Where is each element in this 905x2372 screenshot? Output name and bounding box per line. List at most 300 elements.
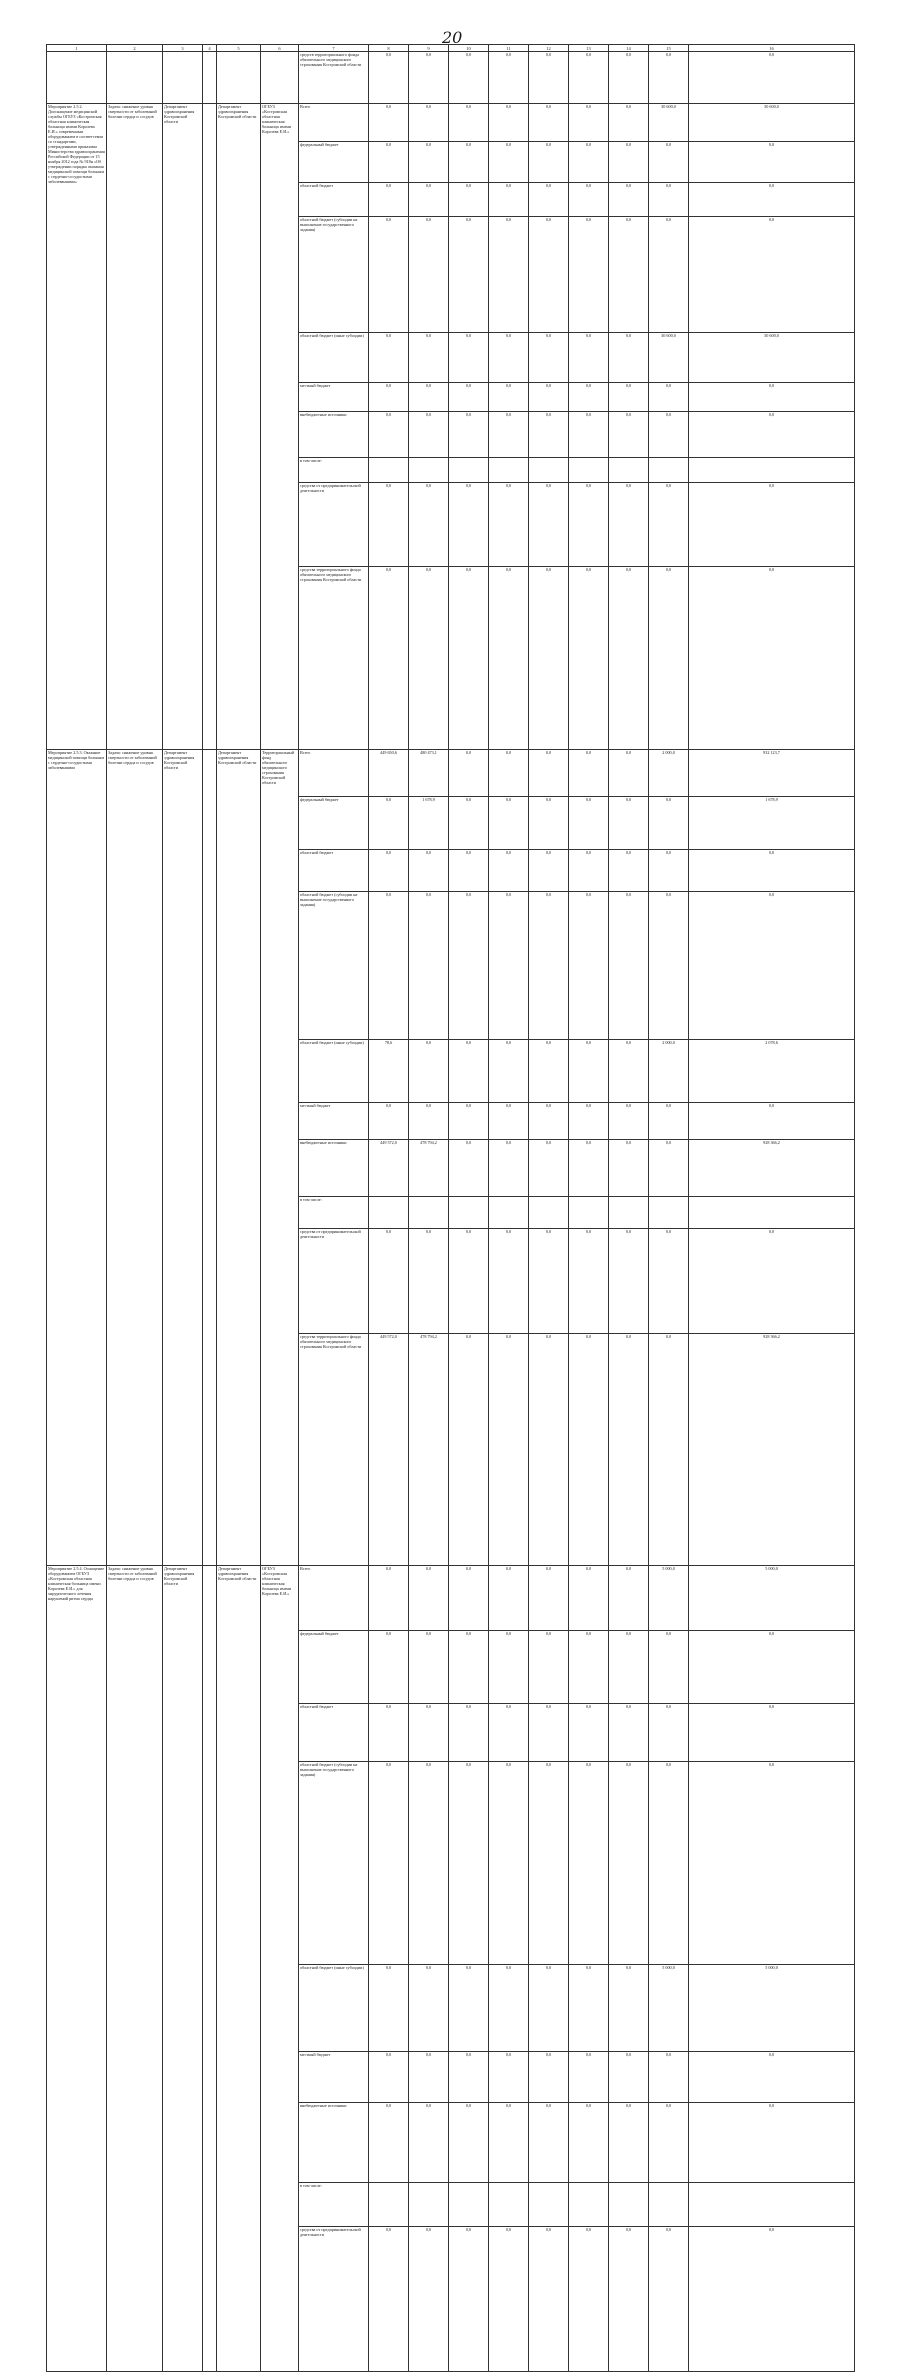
amount-cell: 449 572,0 xyxy=(369,1139,409,1197)
empty-cell xyxy=(163,52,203,104)
amount-cell: 0,0 xyxy=(569,2103,609,2183)
amount-cell: 0,0 xyxy=(449,892,489,1039)
amount-cell xyxy=(689,458,855,483)
amount-cell: 0,0 xyxy=(649,566,689,749)
amount-cell xyxy=(369,1197,409,1229)
activity-goal: Задача: снижение уровня смертности от заболеваний болезни сердца и сосудов xyxy=(107,1566,163,2372)
amount-cell: 0,0 xyxy=(369,1762,409,1965)
funding-row xyxy=(47,750,855,797)
amount-cell: 0,0 xyxy=(689,850,855,892)
amount-cell: 0,0 xyxy=(489,141,529,183)
column-number: 14 xyxy=(609,45,649,52)
amount-cell: 0,0 xyxy=(609,892,649,1039)
amount-cell: 0,0 xyxy=(369,1102,409,1139)
funding-source: в том числе: xyxy=(299,458,369,483)
amount-cell: 0,0 xyxy=(569,412,609,458)
participant: ОГБУЗ «Костромская областная клиническая больница имени Королева Е.И.» xyxy=(261,104,299,750)
funding-source: внебюджетные источники xyxy=(299,1139,369,1197)
funding-source: областной бюджет xyxy=(299,1703,369,1761)
amount-cell: 0,0 xyxy=(569,797,609,850)
funding-source: местный бюджет xyxy=(299,383,369,412)
funding-source: Всего xyxy=(299,750,369,797)
column-number: 10 xyxy=(449,45,489,52)
activity-name: Мероприятие 2.5.4. Оснащение оборудованием ОГБУЗ «Костромская областная клиническая больница имени Королева Е.И.» для хирургического лечения нарушений ритма сердца xyxy=(47,1566,107,2372)
amount-cell: 0,0 xyxy=(369,104,409,142)
amount-cell: 0,0 xyxy=(569,1762,609,1965)
amount-cell: 0,0 xyxy=(449,1102,489,1139)
amount-cell: 0,0 xyxy=(489,383,529,412)
amount-cell: 0,0 xyxy=(529,1965,569,2052)
funding-source: федеральный бюджет xyxy=(299,797,369,850)
amount-cell: 2 000,0 xyxy=(649,1039,689,1102)
amount-cell: 0,0 xyxy=(689,1631,855,1704)
amount-cell: 0,0 xyxy=(569,892,609,1039)
amount-cell: 0,0 xyxy=(409,1102,449,1139)
empty-cell xyxy=(203,750,217,1566)
amount-cell: 0,0 xyxy=(449,1762,489,1965)
amount-cell: 0,0 xyxy=(649,1139,689,1197)
amount-cell: 0,0 xyxy=(529,104,569,142)
amount-cell: 78,6 xyxy=(369,1039,409,1102)
funding-source: в том числе: xyxy=(299,1197,369,1229)
amount-cell: 0,0 xyxy=(609,1334,649,1566)
amount-cell: 30 600,0 xyxy=(689,333,855,383)
amount-cell: 0,0 xyxy=(569,1139,609,1197)
amount-cell: 0,0 xyxy=(409,383,449,412)
program-table xyxy=(46,44,855,2372)
amount-cell: 0,0 xyxy=(409,333,449,383)
column-number: 16 xyxy=(689,45,855,52)
amount-cell: 0,0 xyxy=(489,104,529,142)
funding-source: областной бюджет (субсидии на выполнение государственного задания) xyxy=(299,892,369,1039)
amount-cell: 0,0 xyxy=(409,2103,449,2183)
amount-cell: 0,0 xyxy=(369,1566,409,1631)
amount-cell: 0,0 xyxy=(569,566,609,749)
amount-cell: 0,0 xyxy=(569,141,609,183)
amount-cell: 0,0 xyxy=(449,412,489,458)
amount-cell: 0,0 xyxy=(569,1229,609,1334)
amount-cell xyxy=(609,2183,649,2227)
amount-cell: 2 000,0 xyxy=(649,750,689,797)
amount-cell: 0,0 xyxy=(369,2052,409,2103)
amount-cell: 0,0 xyxy=(569,52,609,104)
amount-cell xyxy=(529,2183,569,2227)
activity-name: Мероприятие 2.5.2. Дооснащение медицинской службы ОГБУЗ «Костромская областная клиническая больница имени Королева Е.И.» современным оборудованием в соответствии со стандартами, утвержденными приказами Министерства здравоохранения Российской Федерации от 15 ноября 2012 года № 918н «Об утверждении порядка оказания медицинской помощи больным с сердечно-сосудистыми заболеваниями» xyxy=(47,104,107,750)
amount-cell: 0,0 xyxy=(569,333,609,383)
amount-cell: 0,0 xyxy=(649,2226,689,2371)
amount-cell: 0,0 xyxy=(529,892,569,1039)
amount-cell: 0,0 xyxy=(449,1039,489,1102)
amount-cell: 0,0 xyxy=(529,797,569,850)
amount-cell: 0,0 xyxy=(369,1229,409,1334)
amount-cell: 2 078,6 xyxy=(689,1039,855,1102)
amount-cell: 0,0 xyxy=(609,2052,649,2103)
amount-cell: 0,0 xyxy=(529,216,569,333)
amount-cell: 0,0 xyxy=(689,1762,855,1965)
amount-cell: 0,0 xyxy=(609,1229,649,1334)
amount-cell: 0,0 xyxy=(489,1762,529,1965)
amount-cell: 0,0 xyxy=(609,1139,649,1197)
amount-cell xyxy=(609,1197,649,1229)
amount-cell: 0,0 xyxy=(529,483,569,566)
amount-cell: 0,0 xyxy=(529,1102,569,1139)
amount-cell xyxy=(409,1197,449,1229)
amount-cell xyxy=(489,2183,529,2227)
activity-goal: Задача: снижение уровня смертности от заболеваний болезни сердца и сосудов xyxy=(107,104,163,750)
amount-cell: 0,0 xyxy=(529,2052,569,2103)
amount-cell: 0,0 xyxy=(569,2052,609,2103)
column-number: 15 xyxy=(649,45,689,52)
amount-cell: 0,0 xyxy=(689,216,855,333)
amount-cell: 0,0 xyxy=(609,216,649,333)
amount-cell: 480 473,1 xyxy=(409,750,449,797)
amount-cell: 0,0 xyxy=(489,1102,529,1139)
funding-source: средства от предпринимательской деятельности xyxy=(299,483,369,566)
coordinator: Департамент здравоохранения Костромской области xyxy=(163,104,203,750)
amount-cell: 0,0 xyxy=(489,483,529,566)
amount-cell xyxy=(369,2183,409,2227)
column-number: 4 xyxy=(203,45,217,52)
amount-cell: 1 678,9 xyxy=(689,797,855,850)
amount-cell: 0,0 xyxy=(609,141,649,183)
amount-cell: 0,0 xyxy=(649,52,689,104)
amount-cell: 0,0 xyxy=(649,1102,689,1139)
amount-cell: 0,0 xyxy=(649,850,689,892)
amount-cell: 0,0 xyxy=(489,1039,529,1102)
funding-source: средства территориального фонда обязательного медицинского страхования Костромской области xyxy=(299,1334,369,1566)
amount-cell: 0,0 xyxy=(569,104,609,142)
column-number: 8 xyxy=(369,45,409,52)
amount-cell: 0,0 xyxy=(689,1102,855,1139)
amount-cell: 0,0 xyxy=(529,1039,569,1102)
amount-cell: 0,0 xyxy=(449,850,489,892)
amount-cell: 0,0 xyxy=(609,1762,649,1965)
amount-cell: 0,0 xyxy=(529,1703,569,1761)
amount-cell: 0,0 xyxy=(649,183,689,216)
amount-cell: 0,0 xyxy=(649,1703,689,1761)
funding-source: средства от предпринимательской деятельности xyxy=(299,1229,369,1334)
funding-source: областной бюджет (иные субсидии) xyxy=(299,333,369,383)
amount-cell: 0,0 xyxy=(369,52,409,104)
amount-cell xyxy=(409,2183,449,2227)
amount-cell: 0,0 xyxy=(369,1631,409,1704)
empty-cell xyxy=(107,52,163,104)
executor: Департамент здравоохранения Костромской области xyxy=(217,1566,261,2372)
amount-cell: 0,0 xyxy=(369,892,409,1039)
amount-cell: 0,0 xyxy=(529,566,569,749)
amount-cell: 928 366,2 xyxy=(689,1139,855,1197)
amount-cell: 0,0 xyxy=(569,216,609,333)
amount-cell: 0,0 xyxy=(409,1039,449,1102)
amount-cell: 0,0 xyxy=(449,52,489,104)
amount-cell: 0,0 xyxy=(529,141,569,183)
amount-cell: 0,0 xyxy=(409,412,449,458)
amount-cell: 0,0 xyxy=(369,566,409,749)
funding-source: областной бюджет (иные субсидии) xyxy=(299,1965,369,2052)
amount-cell: 0,0 xyxy=(369,1703,409,1761)
empty-cell xyxy=(47,52,107,104)
column-number: 7 xyxy=(299,45,369,52)
amount-cell: 0,0 xyxy=(489,1229,529,1334)
amount-cell: 0,0 xyxy=(609,1039,649,1102)
amount-cell xyxy=(449,458,489,483)
amount-cell: 0,0 xyxy=(489,850,529,892)
amount-cell: 0,0 xyxy=(489,1566,529,1631)
amount-cell: 0,0 xyxy=(369,216,409,333)
amount-cell: 0,0 xyxy=(609,850,649,892)
amount-cell: 0,0 xyxy=(409,566,449,749)
amount-cell: 0,0 xyxy=(449,2103,489,2183)
amount-cell: 0,0 xyxy=(369,141,409,183)
amount-cell: 0,0 xyxy=(409,2052,449,2103)
participant: Территориальный фонд обязательного медицинского страхования Костромской области xyxy=(261,750,299,1566)
funding-row xyxy=(47,1566,855,1631)
amount-cell: 0,0 xyxy=(609,1965,649,2052)
amount-cell: 0,0 xyxy=(449,104,489,142)
amount-cell: 0,0 xyxy=(649,141,689,183)
amount-cell xyxy=(569,1197,609,1229)
amount-cell: 0,0 xyxy=(569,1039,609,1102)
amount-cell: 5 000,0 xyxy=(649,1965,689,2052)
amount-cell: 0,0 xyxy=(569,183,609,216)
funding-source: средств территориального фонда обязательного медицинского страхования Костромской области xyxy=(299,52,369,104)
amount-cell: 0,0 xyxy=(649,2052,689,2103)
amount-cell: 478 794,2 xyxy=(409,1139,449,1197)
funding-source: внебюджетные источники xyxy=(299,2103,369,2183)
amount-cell: 0,0 xyxy=(649,1334,689,1566)
funding-source: Всего xyxy=(299,104,369,142)
amount-cell: 0,0 xyxy=(569,1965,609,2052)
amount-cell: 0,0 xyxy=(649,216,689,333)
amount-cell xyxy=(609,458,649,483)
column-number: 11 xyxy=(489,45,529,52)
funding-source: областной бюджет (субсидии на выполнение государственного задания) xyxy=(299,1762,369,1965)
amount-cell: 0,0 xyxy=(489,750,529,797)
amount-cell: 478 794,2 xyxy=(409,1334,449,1566)
amount-cell xyxy=(569,2183,609,2227)
amount-cell: 0,0 xyxy=(449,750,489,797)
amount-cell: 0,0 xyxy=(529,1139,569,1197)
amount-cell: 0,0 xyxy=(369,1965,409,2052)
amount-cell: 0,0 xyxy=(529,383,569,412)
amount-cell: 0,0 xyxy=(449,797,489,850)
amount-cell: 0,0 xyxy=(409,850,449,892)
amount-cell: 0,0 xyxy=(449,483,489,566)
amount-cell xyxy=(689,2183,855,2227)
amount-cell: 0,0 xyxy=(609,1566,649,1631)
amount-cell: 0,0 xyxy=(449,383,489,412)
amount-cell: 0,0 xyxy=(409,104,449,142)
column-number: 2 xyxy=(107,45,163,52)
amount-cell xyxy=(449,2183,489,2227)
amount-cell: 0,0 xyxy=(529,2226,569,2371)
amount-cell: 30 600,0 xyxy=(649,333,689,383)
amount-cell: 0,0 xyxy=(449,2226,489,2371)
amount-cell: 0,0 xyxy=(569,1631,609,1704)
amount-cell: 0,0 xyxy=(449,1703,489,1761)
amount-cell: 0,0 xyxy=(609,2226,649,2371)
column-number: 13 xyxy=(569,45,609,52)
amount-cell: 0,0 xyxy=(449,1965,489,2052)
amount-cell: 0,0 xyxy=(409,1703,449,1761)
amount-cell: 0,0 xyxy=(649,1229,689,1334)
amount-cell: 0,0 xyxy=(489,1965,529,2052)
coordinator: Департамент здравоохранения Костромской области xyxy=(163,750,203,1566)
amount-cell: 0,0 xyxy=(609,483,649,566)
amount-cell: 0,0 xyxy=(689,483,855,566)
amount-cell: 0,0 xyxy=(529,1762,569,1965)
column-number: 3 xyxy=(163,45,203,52)
amount-cell: 0,0 xyxy=(369,412,409,458)
page-number: 20 xyxy=(442,28,463,47)
amount-cell: 0,0 xyxy=(489,2052,529,2103)
amount-cell: 0,0 xyxy=(449,1139,489,1197)
amount-cell: 0,0 xyxy=(649,412,689,458)
continuation-row xyxy=(47,52,855,104)
amount-cell: 0,0 xyxy=(609,797,649,850)
amount-cell: 0,0 xyxy=(369,383,409,412)
amount-cell: 0,0 xyxy=(689,892,855,1039)
amount-cell: 0,0 xyxy=(529,1229,569,1334)
amount-cell: 0,0 xyxy=(649,1762,689,1965)
amount-cell: 0,0 xyxy=(689,383,855,412)
amount-cell: 0,0 xyxy=(689,52,855,104)
amount-cell: 0,0 xyxy=(569,483,609,566)
amount-cell xyxy=(409,458,449,483)
amount-cell: 928 366,2 xyxy=(689,1334,855,1566)
amount-cell: 449 650,6 xyxy=(369,750,409,797)
amount-cell: 0,0 xyxy=(529,183,569,216)
amount-cell: 449 572,0 xyxy=(369,1334,409,1566)
amount-cell xyxy=(529,1197,569,1229)
amount-cell: 0,0 xyxy=(489,52,529,104)
funding-source: областной бюджет xyxy=(299,183,369,216)
amount-cell: 0,0 xyxy=(689,566,855,749)
amount-cell: 0,0 xyxy=(449,2052,489,2103)
empty-cell xyxy=(217,52,261,104)
amount-cell: 0,0 xyxy=(689,2103,855,2183)
amount-cell xyxy=(489,1197,529,1229)
empty-cell xyxy=(261,52,299,104)
amount-cell: 0,0 xyxy=(609,333,649,383)
amount-cell: 0,0 xyxy=(409,1965,449,2052)
amount-cell: 0,0 xyxy=(449,566,489,749)
amount-cell: 0,0 xyxy=(649,1631,689,1704)
amount-cell: 0,0 xyxy=(489,797,529,850)
amount-cell: 0,0 xyxy=(489,216,529,333)
amount-cell: 0,0 xyxy=(569,383,609,412)
amount-cell: 0,0 xyxy=(609,383,649,412)
amount-cell: 0,0 xyxy=(689,1703,855,1761)
amount-cell: 0,0 xyxy=(609,2103,649,2183)
amount-cell: 0,0 xyxy=(369,333,409,383)
amount-cell: 0,0 xyxy=(689,2052,855,2103)
amount-cell: 0,0 xyxy=(369,483,409,566)
funding-source: в том числе: xyxy=(299,2183,369,2227)
activity-name: Мероприятие 2.5.3. Оказание медицинской помощи больным с сердечно-сосудистыми заболеваниями xyxy=(47,750,107,1566)
amount-cell: 0,0 xyxy=(409,1566,449,1631)
amount-cell: 0,0 xyxy=(649,2103,689,2183)
amount-cell: 0,0 xyxy=(489,183,529,216)
amount-cell: 0,0 xyxy=(489,2226,529,2371)
column-number: 1 xyxy=(47,45,107,52)
executor: Департамент здравоохранения Костромской области xyxy=(217,104,261,750)
amount-cell: 0,0 xyxy=(689,141,855,183)
column-number: 9 xyxy=(409,45,449,52)
amount-cell xyxy=(489,458,529,483)
amount-cell: 0,0 xyxy=(489,566,529,749)
amount-cell: 0,0 xyxy=(409,892,449,1039)
amount-cell: 0,0 xyxy=(369,2226,409,2371)
funding-source: средства от предпринимательской деятельности xyxy=(299,2226,369,2371)
amount-cell xyxy=(649,2183,689,2227)
amount-cell: 0,0 xyxy=(569,1334,609,1566)
amount-cell: 5 000,0 xyxy=(689,1965,855,2052)
funding-source: местный бюджет xyxy=(299,1102,369,1139)
amount-cell: 0,0 xyxy=(569,1102,609,1139)
amount-cell: 0,0 xyxy=(409,52,449,104)
amount-cell: 0,0 xyxy=(529,412,569,458)
amount-cell: 0,0 xyxy=(449,183,489,216)
amount-cell: 0,0 xyxy=(449,1566,489,1631)
amount-cell: 0,0 xyxy=(489,1631,529,1704)
amount-cell xyxy=(449,1197,489,1229)
amount-cell: 0,0 xyxy=(529,52,569,104)
amount-cell: 0,0 xyxy=(689,1229,855,1334)
coordinator: Департамент здравоохранения Костромской области xyxy=(163,1566,203,2372)
funding-source: областной бюджет (субсидии на выполнение государственного задания) xyxy=(299,216,369,333)
amount-cell: 0,0 xyxy=(529,750,569,797)
amount-cell: 0,0 xyxy=(369,2103,409,2183)
funding-source: областной бюджет xyxy=(299,850,369,892)
amount-cell: 0,0 xyxy=(409,216,449,333)
amount-cell: 0,0 xyxy=(649,797,689,850)
amount-cell: 0,0 xyxy=(609,104,649,142)
column-number: 6 xyxy=(261,45,299,52)
empty-cell xyxy=(203,52,217,104)
amount-cell: 0,0 xyxy=(369,797,409,850)
column-number: 12 xyxy=(529,45,569,52)
funding-source: местный бюджет xyxy=(299,2052,369,2103)
amount-cell: 0,0 xyxy=(449,1631,489,1704)
amount-cell: 932 123,7 xyxy=(689,750,855,797)
amount-cell: 0,0 xyxy=(649,892,689,1039)
amount-cell: 0,0 xyxy=(649,483,689,566)
amount-cell: 1 678,9 xyxy=(409,797,449,850)
amount-cell: 0,0 xyxy=(609,1631,649,1704)
amount-cell: 0,0 xyxy=(609,412,649,458)
amount-cell: 0,0 xyxy=(449,1229,489,1334)
amount-cell: 0,0 xyxy=(489,2103,529,2183)
amount-cell: 0,0 xyxy=(489,1334,529,1566)
funding-row xyxy=(47,104,855,142)
amount-cell: 0,0 xyxy=(449,1334,489,1566)
amount-cell: 0,0 xyxy=(409,1762,449,1965)
amount-cell: 0,0 xyxy=(569,850,609,892)
amount-cell xyxy=(649,458,689,483)
funding-source: федеральный бюджет xyxy=(299,1631,369,1704)
funding-source: Всего xyxy=(299,1566,369,1631)
amount-cell: 0,0 xyxy=(569,1566,609,1631)
amount-cell: 0,0 xyxy=(689,412,855,458)
empty-cell xyxy=(203,1566,217,2372)
amount-cell: 30 600,0 xyxy=(689,104,855,142)
amount-cell: 0,0 xyxy=(529,1334,569,1566)
amount-cell: 0,0 xyxy=(529,1631,569,1704)
amount-cell: 0,0 xyxy=(609,52,649,104)
amount-cell: 0,0 xyxy=(489,333,529,383)
executor: Департамент здравоохранения Костромской области xyxy=(217,750,261,1566)
